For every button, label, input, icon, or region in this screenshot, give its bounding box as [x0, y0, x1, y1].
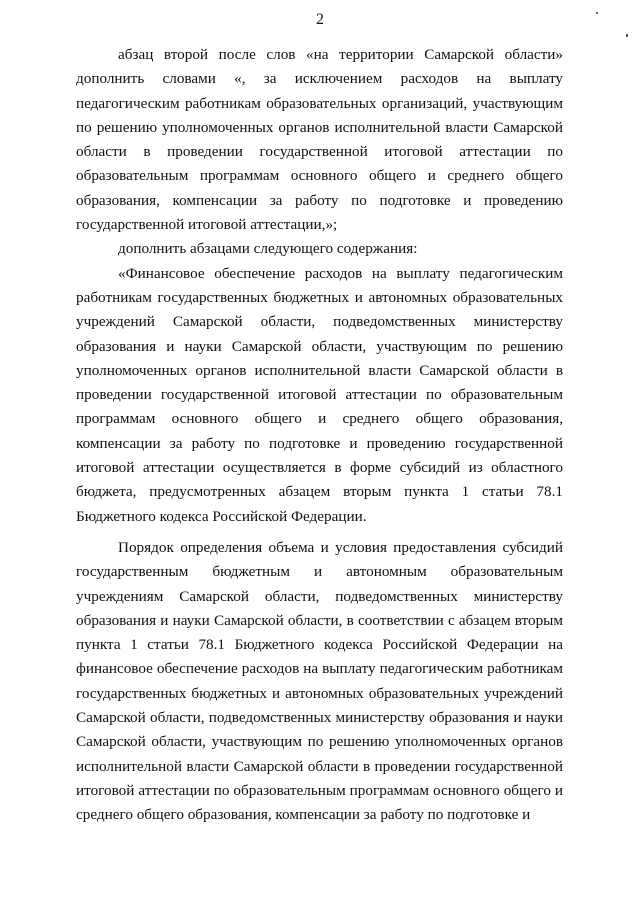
- paragraph-financing: «Финансовое обеспечение расходов на выплату педагогическим работникам государственных бюджетных и автономных образовательных учреждений Самарской области, подведомственных министерству образования и науки Самарской области, участвующим по решению уполномоченных органов исполнительной власти Самарской области в проведении государственной итоговой аттестации по образовательным программам основного общего и среднего общего образования, компенсации за работу по подготовке и проведению государственной итоговой аттестации осуществляется в форме субсидий из областного бюджета, предусмотренных абзацем вторым пункта 1 статьи 78.1 Бюджетного кодекса Российской Федерации.: [76, 264, 563, 525]
- paragraph-add-intro: дополнить абзацами следующего содержания:: [118, 240, 418, 258]
- scan-speck-top-right: [596, 12, 598, 14]
- scan-speck-right: [626, 34, 628, 37]
- paragraph-procedure: Порядок определения объема и условия предоставления субсидий государственным бюджетным и автономным образовательным учреждениям Самарской области, подведомственных министерству образования и науки Самарской области, в соответствии с абзацем вторым пункта 1 статьи 78.1 Бюджетного кодекса Российской Федерации на финансовое обеспечение расходов на выплату педагогическим работникам государственных бюджетных и автономных образовательных учреждений Самарской области, подведомственных министерству образования и науки Самарской области, участвующим по решению уполномоченных органов исполнительной власти Самарской области в проведении государственной итоговой аттестации по образовательным программам основного общего и среднего общего образования, компенсации за работу по подготовке и: [76, 538, 563, 824]
- page-number: 2: [316, 11, 324, 28]
- paragraph-amendment: абзац второй после слов «на территории Самарской области» дополнить словами «, за исключением расходов на выплату педагогическим работникам образовательных организаций, участвующим по решению уполномоченных органов исполнительной власти Самарской области в проведении государственной итоговой аттестации по образовательным программам основного общего и среднего общего образования, компенсации за работу по подготовке и проведению государственной итоговой аттестации,»;: [76, 46, 563, 234]
- document-body: [76, 43, 563, 828]
